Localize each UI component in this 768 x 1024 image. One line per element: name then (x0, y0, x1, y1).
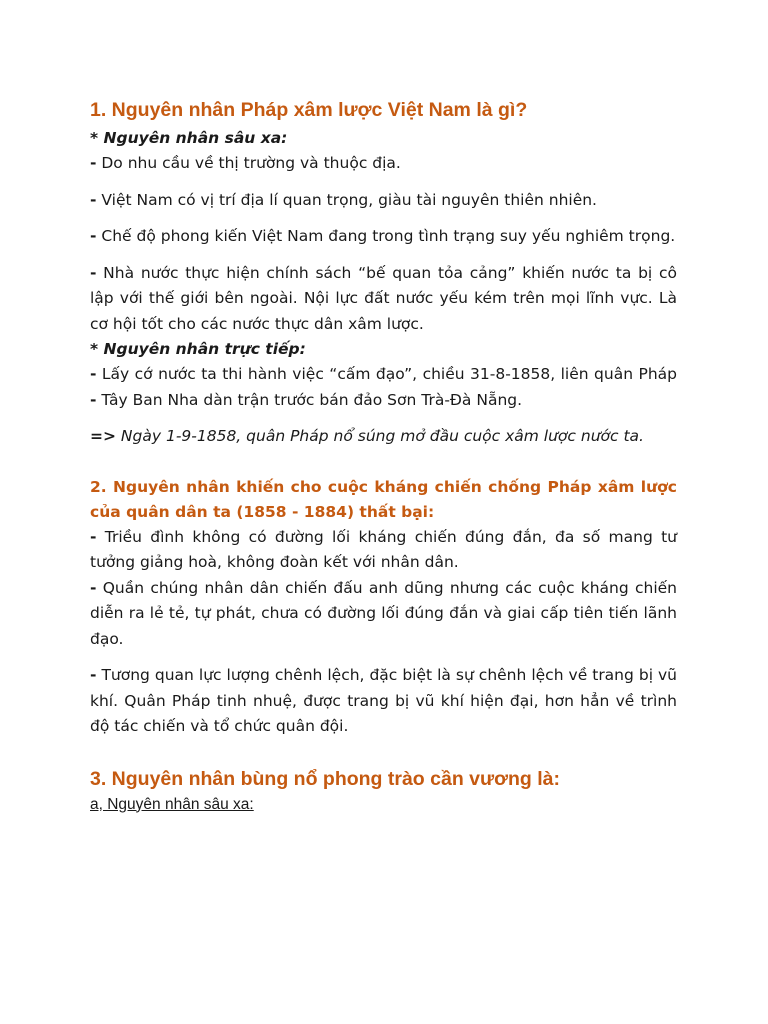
bullet-dash: - (90, 390, 97, 409)
bullet-dash: - (90, 365, 97, 383)
item-text: Quần chúng nhân dân chiến đấu anh dũng nhưng các cuộc kháng chiến diễn ra lẻ tẻ, tự phát, chưa có đường lối đúng đắn và giai cấp tiên tiến lãnh đạo. (90, 578, 677, 648)
section-2-item-1 (90, 525, 677, 576)
section-1-deep-item-4 (90, 261, 677, 338)
bullet-dash: - (90, 154, 97, 172)
deep-item-text: Do nhu cầu về thị trường và thuộc địa. (101, 154, 401, 172)
deep-item-text: Chế độ phong kiến Việt Nam đang trong tình trạng suy yếu nghiêm trọng. (101, 227, 676, 245)
section-3-heading: 3. Nguyên nhân bùng nổ phong trào cần vương là: (90, 767, 560, 790)
section-1-direct-item (90, 362, 677, 413)
bullet-dash: - (90, 527, 97, 546)
arrow-symbol: => (90, 427, 116, 445)
item-text: Tương quan lực lượng chênh lệch, đặc biệt là sự chênh lệch về trang bị vũ khí. Quân Pháp tinh nhuệ, được trang bị vũ khí hiện đại, hơn hẳn về trình độ tác chiến và tổ chức quân đội. (90, 666, 677, 735)
direct-text-a: Lấy cớ nước ta thi hành việc “cấm đạo”, chiều 31-8-1858, liên quân Pháp (101, 365, 677, 383)
conclusion-text: Ngày 1-9-1858, quân Pháp nổ súng mở đầu cuộc xâm lược nước ta. (120, 427, 644, 445)
bullet-dash: - (90, 227, 97, 245)
section-1-heading: 1. Nguyên nhân Pháp xâm lược Việt Nam là gì? (90, 99, 528, 121)
section-1-deep-item-2 (90, 188, 677, 214)
section-1-deep-causes-label: * Nguyên nhân sâu xa: (90, 129, 288, 147)
section-1-conclusion (90, 424, 677, 450)
section-1-deep-item-1 (90, 151, 677, 177)
section-3-sub-heading: a, Nguyên nhân sâu xa: (90, 795, 254, 813)
item-text: Triều đình không có đường lối kháng chiến đúng đắn, đa số mang tư tưởng giảng hoà, không đoàn kết với nhân dân. (90, 527, 677, 571)
section-2-item-2 (90, 576, 677, 653)
document-page (90, 96, 677, 815)
section-2-heading: 2. Nguyên nhân khiến cho cuộc kháng chiến chống Pháp xâm lược của quân dân ta (1858 - 1884) thất bại: (90, 477, 677, 521)
section-1-direct-causes-label: * Nguyên nhân trực tiếp: (90, 340, 306, 358)
bullet-dash: - (90, 263, 97, 282)
section-1-deep-item-3 (90, 224, 677, 250)
bullet-dash: - (90, 578, 97, 597)
direct-text-b: Tây Ban Nha dàn trận trước bán đảo Sơn Trà-Đà Nẵng. (101, 390, 523, 409)
deep-item-text: Việt Nam có vị trí địa lí quan trọng, giàu tài nguyên thiên nhiên. (101, 190, 597, 209)
bullet-dash: - (90, 190, 97, 209)
deep-item-text: Nhà nước thực hiện chính sách “bế quan tỏa cảng” khiến nước ta bị cô lập với thế giới bên ngoài. Nội lực đất nước yếu kém trên mọi lĩnh vực. Là cơ hội tốt cho các nước thực dân xâm lược. (90, 263, 677, 333)
bullet-dash: - (90, 666, 97, 684)
section-2-item-3 (90, 663, 677, 740)
